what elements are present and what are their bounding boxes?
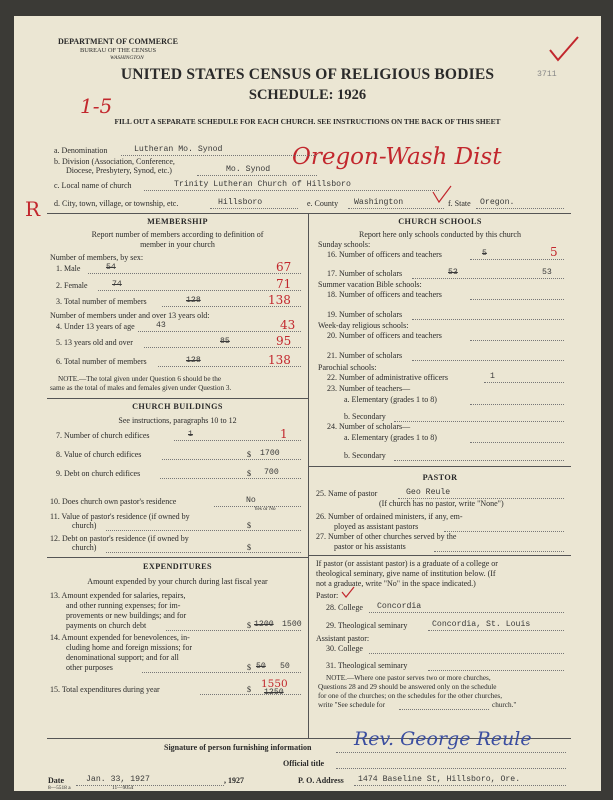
pastor-rule [309, 466, 571, 467]
q27-label: 27. Number of other churches served by the [316, 532, 457, 541]
pastor-sub-label: Pastor: [316, 591, 339, 600]
buildings-rule [47, 398, 308, 399]
schools-heading: CHURCH SCHOOLS [398, 217, 482, 226]
q15-line [200, 694, 301, 695]
pastor-heading: PASTOR [422, 473, 458, 482]
q7-old-value: 1 [188, 430, 193, 439]
q22-label: 22. Number of administrative officers [327, 373, 448, 382]
q13-label-line3: provements or new buildings; and for [66, 611, 187, 620]
q30-label: 30. College [326, 644, 363, 653]
membership-heading: MEMBERSHIP [147, 217, 208, 226]
q14-line [142, 672, 301, 673]
address-label: P. O. Address [298, 776, 344, 785]
date-value: Jan. 33, 1927 [86, 775, 150, 784]
q29-value: Concordia, St. Louis [432, 620, 531, 629]
red-check-mark-icon [547, 34, 581, 64]
q24a-line [470, 442, 564, 443]
q24-label: 24. Number of scholars— [327, 422, 411, 431]
expenditures-rule [47, 557, 308, 558]
pastor-note-line5: church." [492, 701, 517, 709]
division-line [197, 175, 317, 176]
q26-line [444, 531, 564, 532]
q2-female-value: 71 [276, 277, 292, 291]
q14-label-line3: denominational support; and for all [66, 653, 179, 662]
q13-label-line4: payments on church debt [66, 621, 147, 630]
stamp-number: 3711 [537, 70, 557, 79]
q22-line [484, 382, 564, 383]
q1-male-label: 1. Male [56, 264, 81, 273]
signature-label: Signature of person furnishing information [164, 743, 312, 752]
form-number: 8—5518 a [48, 785, 71, 791]
membership-intro: Report number of members according to definition of [91, 230, 264, 239]
department-name: DEPARTMENT OF COMMERCE [58, 37, 179, 46]
address-value: 1474 Baseline St, Hillsboro, Ore. [358, 775, 521, 784]
q4-line [138, 331, 301, 332]
buildings-intro: See instructions, paragraphs 10 to 12 [118, 416, 237, 425]
buildings-heading: CHURCH BUILDINGS [132, 402, 223, 411]
q18-line [470, 299, 564, 300]
pastor-note-line4: write "See schedule for [318, 701, 385, 709]
pastor-note-line3: for one of the churches; on the schedules for the other churches, [318, 692, 503, 700]
q28-label: 28. College [326, 603, 363, 612]
red-check-pastor-icon [341, 586, 355, 598]
denomination-value: Lutheran Mo. Synod [134, 145, 223, 154]
division-value: Mo. Synod [226, 165, 271, 174]
date-year-suffix: , 1927 [224, 776, 244, 785]
bureau-name: BUREAU OF THE CENSUS [80, 47, 157, 54]
q1-line [88, 273, 301, 274]
signature-value: Rev. George Reule [354, 728, 532, 750]
q17-value: 53 [542, 268, 552, 277]
q4-under13-label: 4. Under 13 years of age [56, 322, 135, 331]
q28-value: Concordia [377, 602, 422, 611]
q26-label: 26. Number of ordained ministers, if any, em- [316, 512, 463, 521]
q18-label: 18. Number of officers and teachers [327, 290, 442, 299]
assistant-pastor-label: Assistant pastor: [316, 634, 370, 643]
city-label: d. City, town, village, or township, etc. [54, 199, 179, 208]
members-by-sex-label: Number of members, by sex: [50, 253, 144, 262]
q11-value-label: 11. Value of pastor's residence (if owned by [50, 512, 190, 521]
q31-label: 31. Theological seminary [326, 661, 408, 670]
pastor-note-blank [399, 709, 489, 710]
q21-label: 21. Number of scholars [327, 351, 403, 360]
division-label-continued: Diocese, Presbytery, Synod, etc.) [66, 166, 172, 175]
q10-value: No [246, 496, 256, 505]
q27-line [434, 551, 564, 552]
q28-line [369, 612, 564, 613]
denomination-line [121, 155, 316, 156]
q12-debt-label-continued: church) [72, 543, 97, 552]
vacation-schools-label: Summer vacation Bible schools: [318, 280, 422, 289]
age-intro-label: Number of members under and over 13 years old: [50, 311, 210, 320]
q1-male-value: 67 [276, 260, 292, 274]
official-title-label: Official title [283, 759, 325, 768]
q12-dollar-sign: $ [247, 543, 251, 552]
q29-line [428, 630, 564, 631]
q31-line [428, 670, 564, 671]
q2-old-value: 74 [112, 280, 122, 289]
q9-value: 700 [264, 468, 279, 477]
q8-value: 1700 [260, 449, 280, 458]
q6-old-value: 128 [186, 356, 201, 365]
membership-note-continued: same as the total of males and females given under Question 3. [50, 384, 232, 392]
q3-old-value: 128 [186, 296, 201, 305]
q9-dollar-sign: $ [247, 469, 251, 478]
expenditures-intro: Amount expended by your church during last fiscal year [87, 577, 268, 586]
graduate-instruction-line3: not a graduate, write "No" in the space indicated.) [316, 579, 476, 588]
address-line [354, 785, 566, 786]
local-name-value: Trinity Lutheran Church of Hillsboro [174, 180, 351, 189]
membership-intro-continued: member in your church [140, 240, 215, 249]
membership-note: NOTE.—The total given under Question 6 should be the [58, 375, 222, 383]
parochial-schools-label: Parochial schools: [318, 363, 377, 372]
q13-dollar-sign: $ [247, 621, 251, 630]
q14-old-value: 50 [256, 662, 266, 671]
q20-label: 20. Number of officers and teachers [327, 331, 442, 340]
q25-value: Geo Reule [406, 488, 451, 497]
city-line [210, 208, 298, 209]
q24a-label: a. Elementary (grades 1 to 8) [344, 433, 437, 442]
q10-hint: Yes or No [254, 506, 276, 512]
red-district-annotation: Oregon-Wash Dist [292, 144, 502, 170]
expenditures-heading: EXPENDITURES [143, 562, 212, 571]
q13-label: 13. Amount expended for salaries, repairs, [50, 591, 186, 600]
graduate-rule [309, 555, 571, 556]
q17-old-value: 53 [448, 268, 458, 277]
division-label: b. Division (Association, Conference, [54, 157, 175, 166]
q13-label-line2: and other running expenses; for im- [66, 601, 181, 610]
q25-hint: (If church has no pastor, write "None") [379, 499, 504, 508]
separate-schedule-instruction: FILL OUT A SEPARATE SCHEDULE FOR EACH CHURCH. SEE INSTRUCTIONS ON THE BACK OF THIS SHEET [114, 117, 501, 126]
q9-line [160, 478, 301, 479]
q19-label: 19. Number of scholars [327, 310, 403, 319]
q24b-line [394, 460, 564, 461]
q3-total-label: 3. Total number of members [56, 297, 147, 306]
q16-value: 5 [550, 245, 558, 259]
q16-old-value: 5 [482, 249, 487, 258]
state-label: f. State [448, 199, 471, 208]
red-bundle-mark: 1-5 [80, 94, 113, 118]
signature-line [336, 752, 566, 753]
q14-label-line2: cluding home and foreign missions; for [66, 643, 192, 652]
top-grid-rule [47, 213, 571, 214]
denomination-label: a. Denomination [54, 146, 108, 155]
q20-line [470, 340, 564, 341]
county-label: e. County [307, 199, 339, 208]
q4-under13-value: 43 [280, 318, 296, 332]
q14-value: 50 [280, 662, 290, 671]
date-line [76, 785, 224, 786]
q13-old-value: 1200 [254, 620, 274, 629]
q17-line [412, 278, 564, 279]
pastor-note: NOTE.—Where one pastor serves two or more churches, [326, 674, 491, 682]
q5-over13-value: 95 [276, 334, 292, 348]
q8-line [162, 459, 301, 460]
q6-total-label: 6. Total number of members [56, 357, 147, 366]
q10-residence-label: 10. Does church own pastor's residence [50, 497, 177, 506]
q12-debt-label: 12. Debt on pastor's residence (if owned by [50, 534, 189, 543]
county-value: Washington [354, 198, 404, 207]
q11-line [106, 530, 301, 531]
q11-value-label-continued: church) [72, 521, 97, 530]
q14-label: 14. Amount expended for benevolences, in- [50, 633, 190, 642]
q15-total-value: 1550 [261, 678, 288, 690]
q26-label-continued: ployed as assistant pastors [334, 522, 419, 531]
bureau-city: WASHINGTON [110, 55, 144, 61]
q4-old-value: 43 [156, 321, 166, 330]
q23a-line [470, 404, 564, 405]
q23b-label: b. Secondary [344, 412, 386, 421]
city-value: Hillsboro [218, 198, 263, 207]
county-line [348, 208, 444, 209]
q15-old-value: 1250 [264, 688, 284, 697]
local-name-line [144, 190, 439, 191]
q15-total-label: 15. Total expenditures during year [50, 685, 160, 694]
q7-edifices-label: 7. Number of church edifices [56, 431, 150, 440]
q8-dollar-sign: $ [247, 450, 251, 459]
q21-line [412, 360, 564, 361]
q29-label: 29. Theological seminary [326, 621, 408, 630]
q17-label: 17. Number of scholars [327, 269, 403, 278]
q23-label: 23. Number of teachers— [327, 384, 411, 393]
form-title: UNITED STATES CENSUS OF RELIGIOUS BODIES [120, 66, 495, 83]
q2-female-label: 2. Female [56, 281, 88, 290]
q5-over13-label: 5. 13 years old and over [56, 338, 133, 347]
census-schedule-sheet [14, 16, 601, 791]
print-number: 11—9054 [112, 785, 134, 791]
q8-value-label: 8. Value of church edifices [56, 450, 142, 459]
q24b-label: b. Secondary [344, 451, 386, 460]
q7-edifices-value: 1 [280, 427, 288, 441]
q16-label: 16. Number of officers and teachers [327, 250, 442, 259]
q23a-label: a. Elementary (grades 1 to 8) [344, 395, 437, 404]
q15-dollar-sign: $ [247, 685, 251, 694]
q13-line [166, 630, 301, 631]
pastor-note-line2: Questions 28 and 29 should be answered only on the schedule [318, 683, 497, 691]
q23b-line [394, 421, 564, 422]
q9-debt-label: 9. Debt on church edifices [56, 469, 141, 478]
sunday-schools-label: Sunday schools: [318, 240, 371, 249]
q2-line [98, 290, 301, 291]
q14-label-line4: other purposes [66, 663, 113, 672]
q11-dollar-sign: $ [247, 521, 251, 530]
state-line [476, 208, 564, 209]
local-name-label: c. Local name of church [54, 181, 132, 190]
official-title-line [336, 768, 566, 769]
q13-value: 1500 [282, 620, 302, 629]
q30-line [369, 653, 564, 654]
state-value: Oregon. [480, 198, 515, 207]
q3-total-value: 138 [268, 293, 291, 307]
graduate-instruction: If pastor (or assistant pastor) is a graduate of a college or [316, 559, 498, 568]
q12-line [106, 552, 301, 553]
q6-total-value: 138 [268, 353, 291, 367]
q22-value: 1 [490, 372, 495, 381]
graduate-instruction-line2: theological seminary, give name of institution below. (If [316, 569, 496, 578]
q14-dollar-sign: $ [247, 663, 251, 672]
schedule-title: SCHEDULE: 1926 [248, 87, 367, 103]
red-r-mark: R [25, 197, 41, 221]
weekday-schools-label: Week-day religious schools: [318, 321, 409, 330]
date-label: Date [48, 776, 64, 785]
q16-line [470, 259, 564, 260]
q5-old-value: 85 [220, 337, 230, 346]
q27-label-continued: pastor or his assistants [334, 542, 406, 551]
q19-line [412, 319, 564, 320]
schools-intro: Report here only schools conducted by this church [359, 230, 521, 239]
q25-label: 25. Name of pastor [316, 489, 378, 498]
q1-old-value: 54 [106, 263, 116, 272]
